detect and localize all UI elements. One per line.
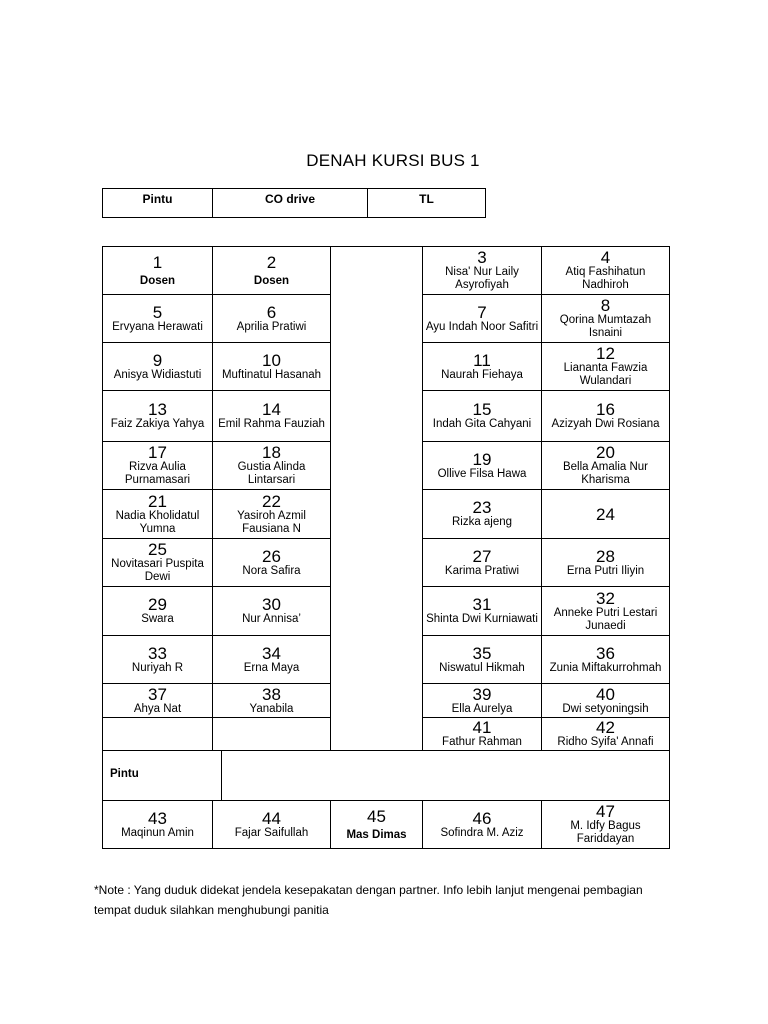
seat-number: 6 <box>266 302 277 322</box>
seat-number: 2 <box>266 252 277 272</box>
seat-name: Faiz Zakiya Yahya <box>110 418 205 431</box>
seat-cell <box>102 717 213 751</box>
seat-number: 27 <box>472 546 492 566</box>
seat-number: 21 <box>148 491 167 511</box>
seat-cell <box>541 441 670 490</box>
seat-number: 18 <box>262 443 281 463</box>
seat-number: 22 <box>262 491 281 511</box>
seat-cell <box>541 635 670 684</box>
seat-cell <box>212 441 331 490</box>
seat-number: 5 <box>152 302 163 322</box>
seat-cell <box>422 586 542 636</box>
seat-name: Emil Rahma Fauziah <box>218 418 325 431</box>
seat-name: Anisya Widiastuti <box>113 368 202 381</box>
seat-name: Dosen <box>253 274 290 287</box>
seat-cell <box>102 441 213 490</box>
seat-number: 30 <box>262 595 281 615</box>
seat-cell <box>212 538 331 587</box>
seat-cell <box>541 489 670 539</box>
back-seat-cell <box>330 800 423 849</box>
seat-name: Ahya Nat <box>133 702 182 715</box>
seat-cell <box>212 586 331 636</box>
seat-name: Anneke Putri Lestari Junaedi <box>553 606 658 632</box>
seat-name: Muftinatul Hasanah <box>221 368 322 381</box>
seat-name: Rizva Aulia Purnamasari <box>124 461 191 486</box>
seat-cell <box>102 489 213 539</box>
seat-number: 4 <box>600 248 611 268</box>
seat-number: 13 <box>148 400 167 420</box>
seat-number: 47 <box>596 802 615 822</box>
seat-number: 41 <box>472 718 492 738</box>
seat-number: 43 <box>148 808 167 828</box>
seat-cell <box>541 246 670 295</box>
seat-name: Naurah Fiehaya <box>441 368 523 381</box>
seat-name: Nisa' Nur Laily Asyrofiyah <box>445 266 519 291</box>
seat-name: Sofindra M. Aziz <box>440 826 524 839</box>
seat-number: 37 <box>148 684 167 704</box>
seat-name: Qorina Mumtazah Isnaini <box>559 314 652 339</box>
seat-name: Ridho Syifa' Annafi <box>557 736 654 749</box>
seat-cell <box>541 390 670 442</box>
seat-name: Rizka ajeng <box>451 516 513 529</box>
codrive-cell: CO drive <box>213 189 368 218</box>
seat-name: Azizyah Dwi Rosiana <box>551 418 660 431</box>
seat-cell <box>541 342 670 391</box>
seat-cell <box>422 342 542 391</box>
seat-name: Erna Maya <box>243 661 300 674</box>
seat-name: Dwi setyoningsih <box>562 702 649 715</box>
seat-number: 46 <box>472 808 492 828</box>
front-door-cell: Pintu <box>103 189 213 218</box>
seat-number: 32 <box>596 588 615 608</box>
seat-number: 28 <box>596 546 615 566</box>
seat-name: Karima Pratiwi <box>444 564 520 577</box>
seat-cell <box>102 586 213 636</box>
seat-number: 15 <box>472 400 492 420</box>
seat-name: Yanabila <box>249 702 294 715</box>
seat-number: 10 <box>262 350 281 370</box>
seat-cell <box>212 635 331 684</box>
seat-cell <box>212 390 331 442</box>
seat-name: Maqinun Amin <box>121 826 194 839</box>
seat-cell <box>102 294 213 343</box>
seat-name: Ayu Indah Noor Safitri <box>425 320 539 333</box>
seat-number: 42 <box>596 718 615 738</box>
seat-number: 8 <box>600 296 611 316</box>
back-seat-cell <box>102 800 213 849</box>
rear-door-label: Pintu <box>110 768 139 780</box>
back-seat-cell <box>212 800 331 849</box>
seat-number: 35 <box>472 643 492 663</box>
seat-cell <box>422 683 542 718</box>
seat-name: Erna Putri Iliyin <box>566 564 645 577</box>
seat-cell <box>422 635 542 684</box>
seat-number: 9 <box>152 350 163 370</box>
seat-number: 44 <box>262 808 281 828</box>
seat-name: Gustia Alinda Lintarsari <box>237 461 306 486</box>
seat-number: 16 <box>596 400 615 420</box>
seat-number: 1 <box>152 252 163 272</box>
page-title: DENAH KURSI BUS 1 <box>306 151 480 170</box>
seat-cell <box>541 294 670 343</box>
seat-cell <box>422 294 542 343</box>
note: *Note : Yang duduk didekat jendela kesepakatan dengan partner. Info lebih lanjut mengenai pembagian tempat duduk silahkan menghubungi panitia <box>94 883 643 917</box>
seat-number: 29 <box>148 595 167 615</box>
seat-number: 3 <box>477 248 487 268</box>
seat-cell <box>422 717 542 751</box>
seat-name: Nora Safira <box>242 564 301 577</box>
seat-number: 23 <box>472 498 492 518</box>
seat-cell <box>422 441 542 490</box>
seat-name: Bella Amalia Nur Kharisma <box>562 461 648 486</box>
seat-cell <box>102 390 213 442</box>
rear-door-space <box>221 750 670 801</box>
seat-cell <box>541 717 670 751</box>
aisle <box>330 246 423 751</box>
seat-name: Liananta Fawzia Wulandari <box>563 362 648 387</box>
seat-cell <box>212 342 331 391</box>
seat-number: 36 <box>596 643 615 663</box>
seat-name: M. Idfy Bagus Fariddayan <box>570 820 641 845</box>
seat-name: Fajar Saifullah <box>234 826 309 839</box>
seat-cell <box>102 246 213 295</box>
seat-number: 12 <box>596 344 615 364</box>
seat-cell <box>422 390 542 442</box>
seat-number: 11 <box>473 350 491 370</box>
front-row <box>102 188 486 218</box>
seat-number: 40 <box>596 684 615 704</box>
seat-name: Novitasari Puspita Dewi <box>111 558 204 583</box>
seat-cell <box>541 538 670 587</box>
seat-name: Ervyana Herawati <box>112 320 203 333</box>
seat-name: Ella Aurelya <box>451 702 513 715</box>
seat-name: Atiq Fashihatun Nadhiroh <box>565 266 646 291</box>
seat-number: 19 <box>472 449 492 469</box>
seat-name: Fathur Rahman <box>442 736 522 749</box>
seat-name: Nadia Kholidatul Yumna <box>115 509 200 535</box>
seat-number: 14 <box>262 400 281 420</box>
seat-cell <box>102 635 213 684</box>
seat-number: 24 <box>596 504 615 524</box>
seat-cell <box>102 683 213 718</box>
seat-name: Nuriyah R <box>131 661 184 674</box>
seat-number: 31 <box>472 595 492 615</box>
seat-cell <box>541 586 670 636</box>
seat-number: 7 <box>477 302 487 322</box>
seat-cell <box>422 489 542 539</box>
seat-cell <box>212 717 331 751</box>
seat-cell <box>422 538 542 587</box>
seat-cell <box>102 538 213 587</box>
seat-number: 25 <box>148 540 167 560</box>
seat-cell <box>212 489 331 539</box>
seat-name: Indah Gita Cahyani <box>432 418 532 431</box>
seat-name: Yasiroh Azmil Fausiana N <box>237 509 306 535</box>
seat-name: Niswatul Hikmah <box>439 661 525 674</box>
back-seat-cell <box>422 800 542 849</box>
seat-name: Ollive Filsa Hawa <box>437 467 527 480</box>
seat-number: 38 <box>262 684 281 704</box>
seat-name: Aprilia Pratiwi <box>236 320 307 333</box>
seat-name: Dosen <box>139 274 176 287</box>
seat-number: 34 <box>262 643 281 663</box>
seat-name: Shinta Dwi Kurniawati <box>426 613 538 626</box>
back-seat-cell <box>541 800 670 849</box>
seat-number: 39 <box>472 684 492 704</box>
seat-number: 26 <box>262 546 281 566</box>
seat-cell <box>541 683 670 718</box>
seat-number: 17 <box>148 443 167 463</box>
seat-number: 33 <box>148 643 167 663</box>
seat-name: Nur Annisa’ <box>242 613 301 626</box>
seat-name: Mas Dimas <box>346 828 407 841</box>
seat-cell <box>212 683 331 718</box>
seat-name: Swara <box>141 613 174 626</box>
seat-number: 20 <box>596 443 615 463</box>
seat-cell <box>212 294 331 343</box>
seat-cell <box>422 246 542 295</box>
seat-cell <box>212 246 331 295</box>
seat-cell <box>102 342 213 391</box>
tl-cell: TL <box>368 189 486 218</box>
seat-number: 45 <box>367 806 386 826</box>
seat-name: Zunia Miftakurrohmah <box>549 661 662 674</box>
